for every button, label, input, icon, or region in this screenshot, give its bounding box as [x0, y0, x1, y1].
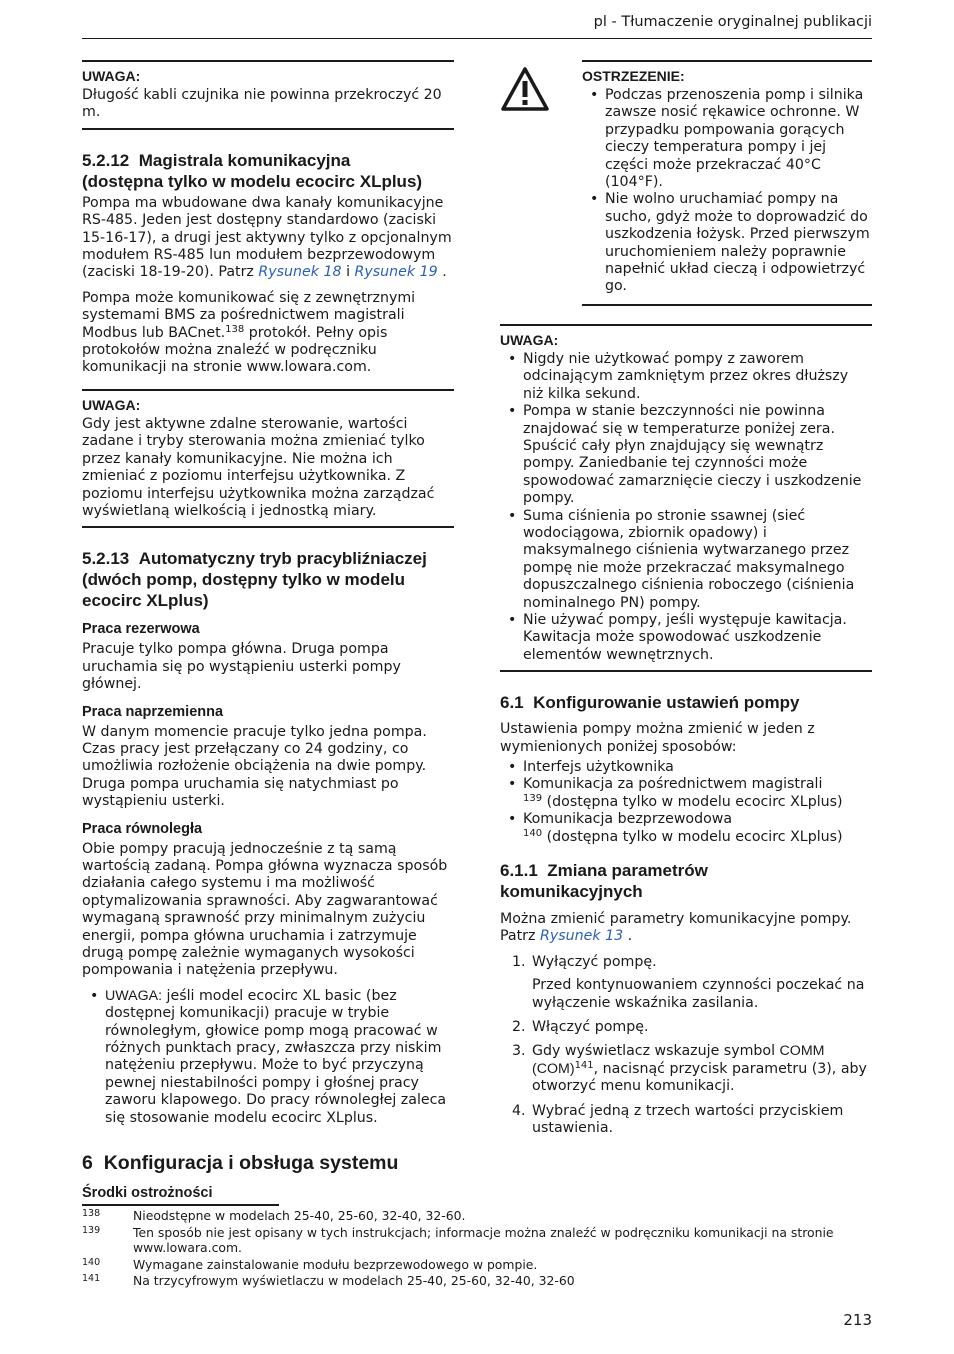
- bullet-icon: •: [590, 191, 599, 208]
- list-item: • Komunikacja bezprzewodowa $^{140}$ (dostępna tylko w modelu ecocirc XLplus): [508, 811, 843, 845]
- running-header: pl - Tłumaczenie oryginalnej publikacji: [593, 14, 872, 30]
- method-list: [500, 759, 872, 846]
- footnote-rule: [82, 1204, 279, 1206]
- warning-box: [500, 60, 872, 306]
- footnote-139: 139 Ten sposób nie jest opisany w tych instrukcjach; informacje można znaleźć w podręczniku komunikacji na stronie www.lowara.com.: [82, 1224, 834, 1255]
- bullet-icon: •: [508, 759, 517, 775]
- step-detail: Przed kontynuowaniem czynności poczekać na wyłączenie wskaźnika zasilania.: [532, 977, 865, 1011]
- right-column: [500, 60, 872, 1146]
- comm-symbol: COMM (COM): [532, 1043, 825, 1077]
- note-list: [500, 351, 872, 664]
- section-5-2-13-heading: [82, 548, 454, 611]
- section-6-1-1-heading: [500, 860, 872, 902]
- section-5-2-12-heading: [82, 150, 454, 192]
- section-number: 5.2.13: [82, 549, 130, 569]
- paragraph: Pompa może komunikować się z zewnętrznymi systemami BMS za pośrednictwem magistrali Modbus lub BACnet.$^{138}$ protokół. Pełny opis protokołów można znaleźć w podręczniku komunikacji na stronie www.lowara.com.: [82, 289, 416, 376]
- section-title-line2: (dostępna tylko w modelu ecocirc XLplus): [82, 171, 423, 191]
- paragraph: Pompa ma wbudowane dwa kanały komunikacyjne RS-485. Jeden jest dostępny standardowo (zaciski 15-16-17), a drugi jest aktywny tylko z opcjonalnym modułem RS-485 lun modułem bezprzewodowym (zaciski 18-19-20). Patrz Rysunek 18 i Rysunek 19 .: [82, 194, 452, 281]
- note-title: UWAGA:: [500, 331, 559, 348]
- bullet-icon: •: [508, 776, 517, 793]
- bullet-icon: •: [508, 811, 517, 828]
- list-item: • Podczas przenoszenia pomp i silnika zawsze nosić rękawice ochronne. W przypadku pompowania gorących cieczy temperatura pompy i jej części może przekraczać 40°C (104°F).: [590, 87, 864, 191]
- figure-13-link[interactable]: Rysunek 13: [539, 928, 624, 945]
- bullet-icon: •: [90, 987, 99, 1004]
- list-item: • UWAGA: jeśli model ecocirc XL basic (bez dostępnej komunikacji) pracuje w trybie równoległym, głowice pomp mogą pracować w różnych punktach pracy, zwłaszcza przy niskim natężeniu przepływu. Może to być przyczyną pewnej niestabilności pompy i głośnej pracy zaworu klapowego. Do pracy równoległej zaleca się stosowanie modelu ecocirc XLplus.: [90, 987, 447, 1126]
- section-number: 6.1: [500, 693, 524, 713]
- bullet-list: [82, 988, 454, 1127]
- warning-triangle-icon: [500, 60, 582, 306]
- warning-title: OSTRZEZENIE:: [582, 68, 685, 84]
- subheading-parallel: Praca równoległa: [82, 820, 203, 837]
- section-title: Automatyczny tryb pracybliźniaczej: [138, 549, 427, 569]
- step-item: 1. Wyłączyć pompę. Przed kontynuowaniem czynności poczekać na wyłączenie wskaźnika zasilania.: [500, 954, 872, 1012]
- list-item: • Nigdy nie użytkować pompy z zaworem odcinającym zamkniętym przez okres dłuższy niż kilka sekund.: [508, 350, 849, 402]
- footnote-ref-140[interactable]: 140: [523, 827, 543, 839]
- list-item: • Nie wolno uruchamiać pompy na sucho, gdyż może to doprowadzić do uszkodzenia łożysk. Przed pierwszym uruchomieniem należy poprawnie napełnić układ cieczą i odpowietrzyć go.: [590, 191, 870, 295]
- chapter-6-heading: [82, 1151, 454, 1175]
- footnote-ref-138[interactable]: 138: [225, 323, 245, 335]
- footnote-141: 141 Na trzycyfrowym wyświetlaczu w modelach 25-40, 25-60, 32-40, 32-60: [82, 1273, 575, 1288]
- list-item: • Nie używać pompy, jeśli występuje kawitacja. Kawitacja może spowodować uszkodzenie elementów wewnętrznych.: [508, 611, 847, 663]
- header-rule: [82, 38, 872, 39]
- paragraph: Można zmienić parametry komunikacyjne pompy. Patrz Rysunek 13 .: [500, 911, 852, 945]
- section-number: 6.1.1: [500, 861, 538, 881]
- bullet-icon: •: [508, 403, 517, 420]
- bullet-icon: •: [508, 507, 517, 524]
- footnote-ref-139[interactable]: 139: [523, 792, 543, 804]
- list-item: • Komunikacja za pośrednictwem magistrali $^{139}$ (dostępna tylko w modelu ecocirc XLplus): [508, 776, 843, 810]
- step-item: 4. Wybrać jedną z trzech wartości przyciskiem ustawienia.: [512, 1102, 844, 1137]
- list-item: • Suma ciśnienia po stronie ssawnej (sieć wodociągowa, zbiornik opadowy) i maksymalnego ciśnienia wytwarzanego przez pompę nie może przekraczać maksymalnego dopuszczalnego ciśnienia roboczego (ciśnienia nominalnego PN) pompy.: [508, 507, 855, 611]
- footnotes: [82, 1208, 872, 1290]
- left-column: [82, 60, 454, 1205]
- section-6-1-heading: [500, 692, 872, 713]
- section-title: Magistrala komunikacyjna: [138, 150, 351, 170]
- paragraph: Obie pompy pracują jednocześnie z tą samą wartością zadaną. Pompa główna wyznacza sposób działania całego systemu i ma możliwość optymalizowania sprawności. Aby zagwarantować wymaganą sprawność przy minimalnym zużyciu energii, pompa główna uruchamia i zatrzymuje drugą pompę zależnie wymaganych wysokości pompowania i natężenia przepływu.: [82, 840, 448, 979]
- subheading-precautions: Środki ostrożności: [82, 1185, 213, 1202]
- bullet-icon: •: [508, 611, 517, 628]
- figure-19-link[interactable]: Rysunek 19: [354, 264, 438, 281]
- paragraph: Ustawienia pompy można zmienić w jeden z wymienionych poniżej sposobów:: [500, 721, 815, 755]
- figure-18-link[interactable]: Rysunek 18: [258, 264, 342, 281]
- footnote-ref-141[interactable]: 141: [574, 1059, 594, 1071]
- note-cable-length: [82, 60, 454, 130]
- list-item: • Pompa w stanie bezczynności nie powinna znajdować się w temperaturze poniżej zera. Spuścić cały płyn znajdujący się wewnątrz pompy. Zaniedbanie tej czynności może spowodować zamarznięcie cieczy i uszkodzenie pompy.: [508, 403, 862, 507]
- warning-list: [582, 87, 872, 296]
- note-title: UWAGA:: [82, 68, 141, 84]
- warning-content: [582, 60, 872, 306]
- note-remote-control: [82, 389, 454, 528]
- section-title-rest: (dwóch pomp, dostępny tylko w modelu ecocirc XLplus): [82, 570, 406, 611]
- footnote-140: 140 Wymagane zainstalowanie modułu bezprzewodowego w pompie.: [82, 1256, 538, 1272]
- chapter-number: 6: [82, 1152, 93, 1175]
- bullet-icon: •: [590, 87, 599, 103]
- note-operation: [500, 324, 872, 672]
- section-title: Konfigurowanie ustawień pompy: [533, 693, 800, 713]
- subheading-standby: Praca rezerwowa: [82, 621, 200, 638]
- note-text: Długość kabli czujnika nie powinna przekroczyć 20 m.: [82, 87, 442, 121]
- paragraph: Pracuje tylko pompa główna. Druga pompa uruchamia się po wystąpieniu usterki pompy głównej.: [82, 641, 401, 693]
- step-item: 2. Włączyć pompę.: [512, 1019, 649, 1036]
- bullet-icon: •: [508, 350, 517, 367]
- paragraph: W danym momencie pracuje tylko jedna pompa. Czas pracy jest przełączany co 24 godziny, co umożliwia rozłożenie obciążenia na dwie pompy. Druga pompa uruchamia się natychmiast po wystąpieniu usterki.: [82, 723, 427, 810]
- section-number: 5.2.12: [82, 150, 130, 170]
- section-title: Zmiana parametrów: [547, 861, 708, 881]
- note-title: UWAGA:: [82, 396, 141, 413]
- page-number: 213: [843, 1311, 872, 1329]
- footnote-138: 138 Nieodstępne w modelach 25-40, 25-60, 32-40, 32-60.: [82, 1208, 466, 1223]
- list-item: • Interfejs użytkownika: [508, 759, 674, 775]
- step-item: 3. Gdy wyświetlacz wskazuje symbol COMM (COM)$^{141}$, nacisnąć przycisk parametru (3), aby otworzyć menu komunikacji.: [512, 1043, 867, 1095]
- section-title-line2: komunikacyjnych: [500, 882, 643, 902]
- subheading-alternating: Praca naprzemienna: [82, 703, 224, 720]
- steps-list: [500, 954, 872, 1138]
- chapter-title: Konfiguracja i obsługa systemu: [103, 1152, 399, 1175]
- note-text: Gdy jest aktywne zdalne sterowanie, wartości zadane i tryby sterowania można zmieniać tylko przez kanały komunikacyjne. Nie można ich zmieniać z poziomu interfejsu użytkownika. Z poziomu interfejsu użytkownika można zarządzać wyświetlaną wielkością i jednostką miary.: [82, 415, 435, 519]
